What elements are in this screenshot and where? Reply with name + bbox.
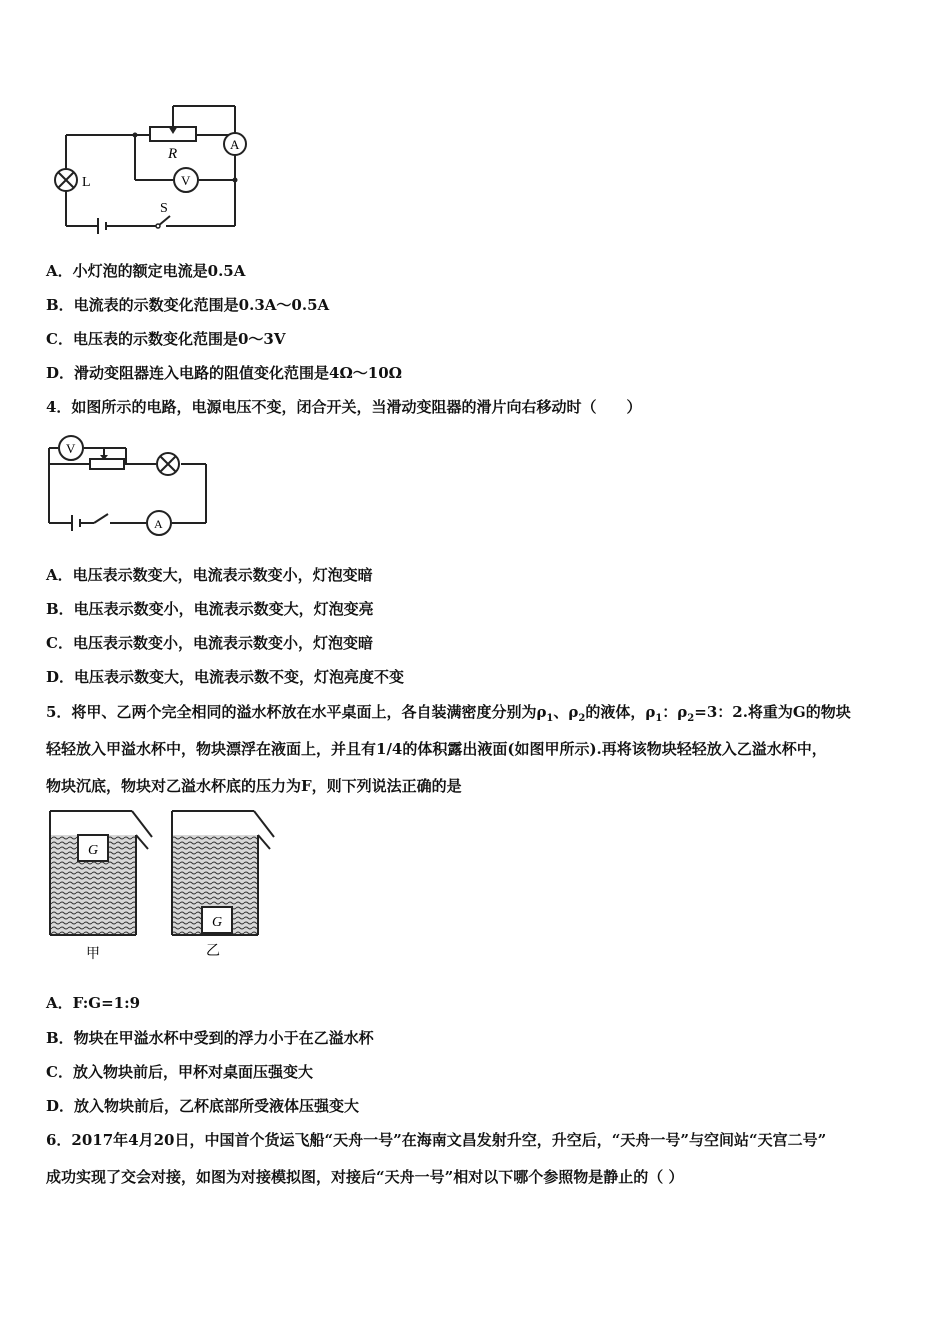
overflow-cups-figure bbox=[44, 805, 284, 965]
q5-option-c: C．放入物块前后，甲杯对桌面压强变大 bbox=[46, 1063, 313, 1081]
svg-text:L: L bbox=[82, 175, 91, 190]
q3-option-a: A．小灯泡的额定电流是0.5A bbox=[46, 262, 246, 280]
svg-text:G: G bbox=[88, 843, 99, 858]
q3-option-d: D．滑动变阻器连入电路的阻值变化范围是4Ω～10Ω bbox=[46, 364, 403, 382]
svg-text:R: R bbox=[168, 146, 178, 162]
cup-yi bbox=[172, 811, 274, 959]
svg-text:V: V bbox=[66, 441, 76, 456]
svg-text:甲: 甲 bbox=[86, 947, 100, 962]
rheostat bbox=[90, 459, 124, 469]
q5-option-d: D．放入物块前后，乙杯底部所受液体压强变大 bbox=[46, 1097, 360, 1115]
q3-option-b: B．电流表的示数变化范围是0.3A～0.5A bbox=[46, 296, 330, 314]
q5-stem-line-2: 轻轻放入甲溢水杯中，物块漂浮在液面上，并且有1/4的体积露出液面(如图甲所示).再将该物块轻轻放入乙溢水杯中， bbox=[46, 740, 827, 758]
svg-text:S: S bbox=[160, 201, 168, 216]
circuit-figure-2 bbox=[46, 428, 211, 546]
q6-stem-line-1: 6．2017年4月20日，中国首个货运飞船“天舟一号”在海南文昌发射升空，升空后，“天舟一号”与空间站“天宫二号” bbox=[46, 1131, 827, 1149]
svg-text:V: V bbox=[181, 173, 191, 188]
q4-stem: 4．如图所示的电路，电源电压不变，闭合开关，当滑动变阻器的滑片向右移动时（ ） bbox=[46, 398, 642, 416]
q3-option-c: C．电压表的示数变化范围是0～3V bbox=[46, 330, 286, 348]
svg-text:A: A bbox=[154, 517, 163, 531]
q4-option-d: D．电压表示数变大，电流表示数不变，灯泡亮度不变 bbox=[46, 668, 405, 686]
q4-option-b: B．电压表示数变小，电流表示数变大，灯泡变亮 bbox=[46, 600, 374, 618]
q5-stem-line-1: 5．将甲、乙两个完全相同的溢水杯放在水平桌面上，各自装满密度分别为$\rho_1$、$\rho_2$的液体，$\rho_1$：$\rho_2=3$：2.将重为G的物块 bbox=[46, 703, 851, 724]
q5-option-a: A．F:G=1:9 bbox=[46, 994, 141, 1012]
q4-option-a: A．电压表示数变大，电流表示数变小，灯泡变暗 bbox=[46, 566, 373, 584]
q5-option-b: B．物块在甲溢水杯中受到的浮力小于在乙溢水杯 bbox=[46, 1029, 374, 1047]
cup-jia bbox=[50, 811, 152, 962]
q5-stem-line-3: 物块沉底，物块对乙溢水杯底的压力为F，则下列说法正确的是 bbox=[46, 777, 462, 795]
svg-text:A: A bbox=[230, 137, 240, 152]
q6-stem-line-2: 成功实现了交会对接，如图为对接模拟图，对接后“天舟一号”相对以下哪个参照物是静止的（ ） bbox=[46, 1168, 684, 1186]
svg-text:G: G bbox=[212, 915, 223, 930]
q4-option-c: C．电压表示数变小，电流表示数变小，灯泡变暗 bbox=[46, 634, 373, 652]
circuit-figure-1 bbox=[48, 98, 253, 246]
svg-text:乙: 乙 bbox=[206, 944, 220, 959]
